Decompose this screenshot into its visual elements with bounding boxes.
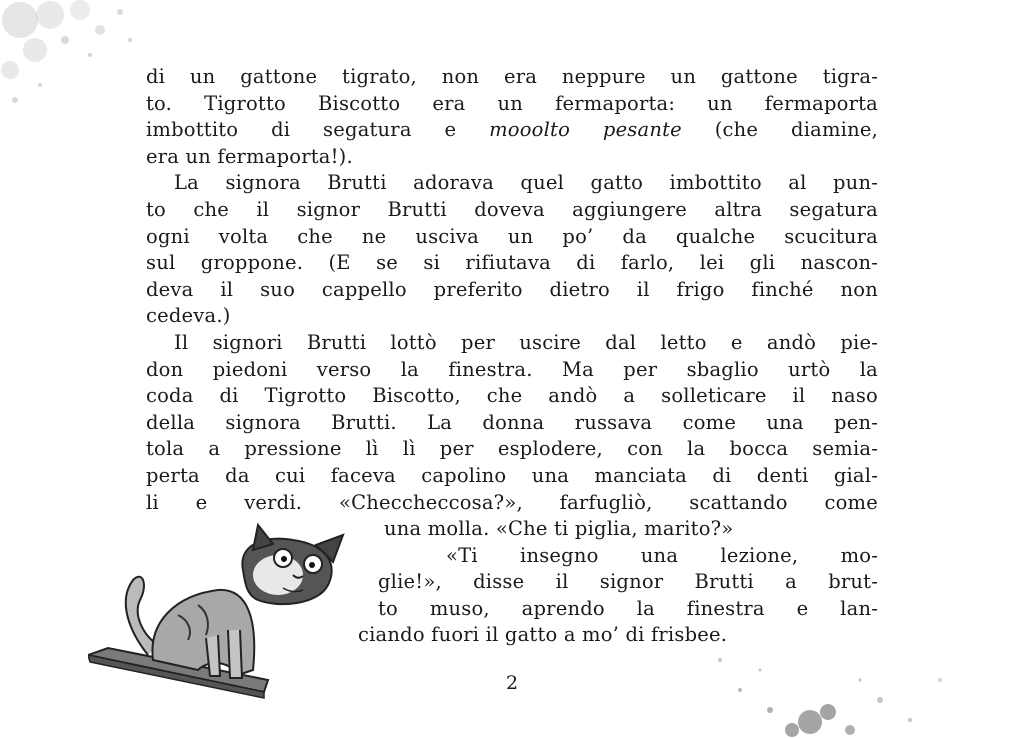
text-line: perta da cui faceva capolino una manciata di denti gial- bbox=[146, 463, 878, 487]
page-number: 2 bbox=[505, 672, 519, 694]
text-line: Il signori Brutti lottò per uscire dal letto e andò pie- bbox=[174, 330, 878, 354]
body-text bbox=[146, 64, 878, 649]
text-line: tola a pressione lì lì per esplodere, con la bocca semia- bbox=[146, 437, 878, 461]
text-line: «Ti insegno una lezione, mo- bbox=[446, 543, 878, 567]
text-line: era un fermaporta!). bbox=[146, 144, 353, 168]
text-line: coda di Tigrotto Biscotto, che andò a solleticare il naso bbox=[146, 384, 878, 408]
text-line: ciando fuori il gatto a mo’ di frisbee. bbox=[358, 623, 728, 647]
text-line: di un gattone tigrato, non era neppure un gattone tigra- bbox=[146, 65, 878, 88]
text-line: imbottito di segatura e mooolto pesante (che diamine, bbox=[146, 118, 878, 142]
text-line: to che il signor Brutti doveva aggiungere altra segatura bbox=[146, 197, 878, 221]
text-line: to. Tigrotto Biscotto era un fermaporta: un fermaporta bbox=[146, 91, 878, 115]
text-line: sul groppone. (E se si rifiutava di farlo, lei gli nascon- bbox=[146, 251, 878, 275]
ink-splatter-top-left bbox=[0, 0, 150, 120]
text-line: La signora Brutti adorava quel gatto imbottito al pun- bbox=[174, 171, 878, 195]
text-line: cedeva.) bbox=[146, 304, 231, 328]
text-line: una molla. «Che ti piglia, marito?» bbox=[384, 517, 734, 541]
text-line: della signora Brutti. La donna russava come una pen- bbox=[146, 410, 878, 434]
italic-emphasis: mooolto pesante bbox=[489, 118, 682, 142]
text-line: glie!», disse il signor Brutti a brut- bbox=[378, 570, 878, 594]
text-line: li e verdi. «Checcheccosa?», farfugliò, scattando come bbox=[146, 490, 878, 514]
text-line: deva il suo cappello preferito dietro il frigo finché non bbox=[146, 277, 878, 301]
text-line: to muso, aprendo la finestra e lan- bbox=[378, 596, 878, 620]
text-line: ogni volta che ne usciva un po’ da qualche scucitura bbox=[146, 224, 878, 248]
text-line: don piedoni verso la finestra. Ma per sbaglio urtò la bbox=[146, 357, 878, 381]
